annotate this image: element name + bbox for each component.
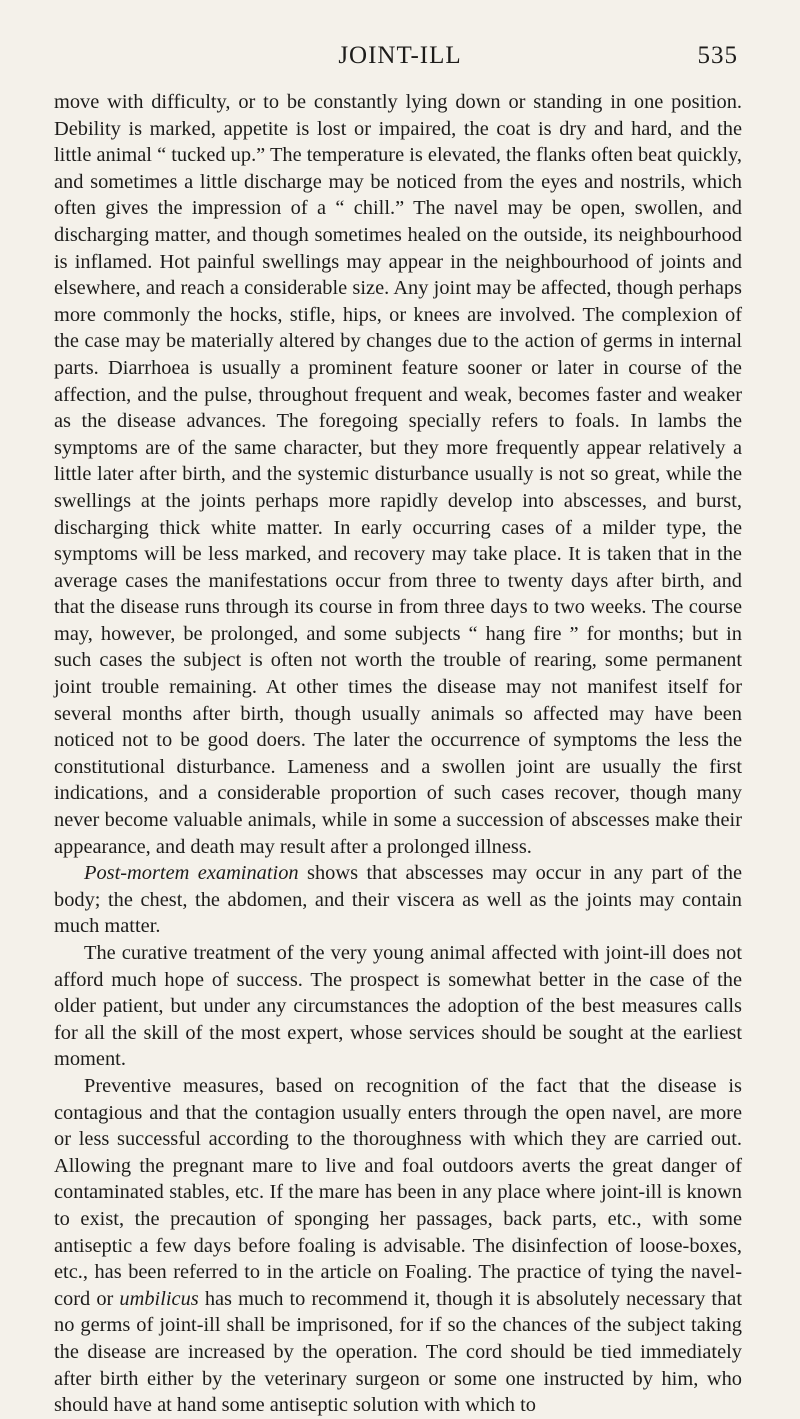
post-mortem-heading: Post-mortem examination [84,862,299,885]
body-text [54,89,742,1419]
paragraph-preventive-text-after: has much to recommend it, though it is absolutely necessary that no germs of joint-ill shall be imprisoned, for if so the chances of the subject taking the disease are increased by the operation. The cord should be tied immediately after birth either by the veterinary surgeon or some one instructed by him, who should have at hand some antiseptic solution with which to [54,1287,742,1417]
umbilicus-term: umbilicus [119,1287,199,1310]
paragraph-post-mortem [54,860,742,940]
paragraph-symptoms-text: move with difficulty, or to be constantly lying down or standing in one position. Debility is marked, appetite is lost or impaired, the coat is dry and hard, and the little animal “ tucked up.” The temperature is elevated, the flanks often beat quickly, and sometimes a little discharge may be noticed from the eyes and nostrils, which often gives the impression of a “ chill.” The navel may be open, swollen, and discharging matter, and though sometimes healed on the outside, its neighbourhood is inflamed. Hot painful swellings may appear in the neighbourhood of joints and elsewhere, and reach a considerable size. Any joint may be affected, though perhaps more commonly the hocks, stifle, hips, or knees are involved. The complexion of the case may be materially altered by changes due to the action of germs in internal parts. Diarrhoea is usually a prominent feature sooner or later in course of the affection, and the pulse, throughout frequent and weak, becomes faster and weaker as the disease advances. The foregoing specially refers to foals. In lambs the symptoms are of the same character, but they more frequently appear relatively a little later after birth, and the systemic disturbance usually is not so great, while the swellings at the joints perhaps more rapidly develop into abscesses, and burst, discharging thick white matter. In early occurring cases of a milder type, the symptoms will be less marked, and recovery may take place. It is taken that in the average cases the manifestations occur from three to twenty days after birth, and that the disease runs through its course in from three days to two weeks. The course may, however, be prolonged, and some subjects “ hang fire ” for months; but in such cases the subject is often not worth the trouble of rearing, some permanent joint trouble remaining. At other times the disease may not manifest itself for several months after birth, though usually animals so affected may have been noticed not to be good doers. The later the occurrence of symptoms the less the constitutional disturbance. Lameness and a swollen joint are usually the first indications, and a considerable proportion of such cases recover, though many never become valuable animals, while in some a succession of abscesses make their appearance, and death may result after a prolonged illness. [54,91,742,858]
paragraph-preventive-text-before: Preventive measures, based on recognition of the fact that the disease is contagious and that the contagion usually enters through the open navel, are more or less successful according to the thoroughness with which they are carried out. Allowing the pregnant mare to live and foal outdoors averts the great danger of contaminated stables, etc. If the mare has been in any place where joint-ill is known to exist, the precaution of sponging her passages, back parts, etc., with some antiseptic a few days before foaling is advisable. The disinfection of loose-boxes, etc., has been referred to in the article on Foaling. The practice of tying the navel-cord or [54,1074,742,1310]
paragraph-curative-treatment [54,940,742,1073]
running-title: JOINT-ILL [338,42,462,69]
page-number: 535 [697,42,738,69]
paragraph-symptoms [54,89,742,860]
paragraph-curative-treatment-text: The curative treatment of the very young animal affected with joint-ill does not afford much hope of success. The prospect is somewhat better in the case of the older patient, but under any circumstances the adoption of the best measures calls for all the skill of the most expert, whose services should be sought at the earliest moment. [54,942,742,1071]
page-header [0,42,800,82]
paragraph-post-mortem-text: shows that abscesses may occur in any part of the body; the chest, the abdomen, and their viscera as well as the joints may contain much matter. [54,862,743,938]
paragraph-preventive-measures [54,1073,742,1419]
